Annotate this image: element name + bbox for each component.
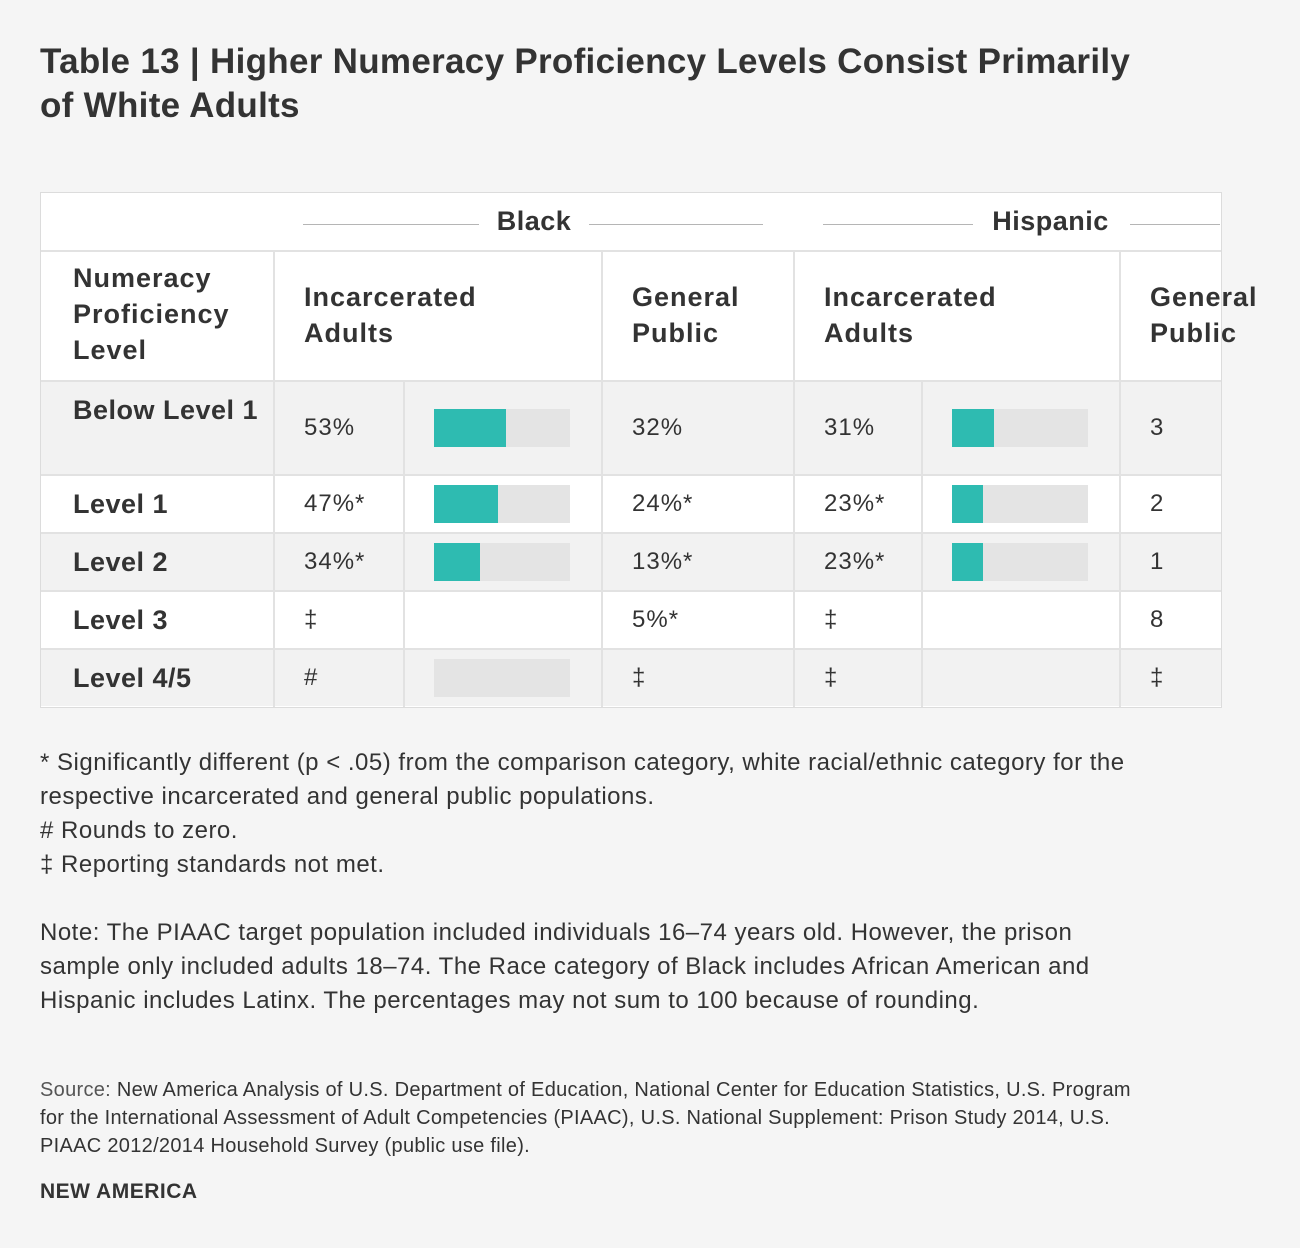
bar-track: [952, 485, 1088, 523]
row-label: Level 4/5: [73, 663, 192, 693]
bar-track: [434, 409, 570, 447]
table-cell-value: 24%*: [632, 490, 694, 517]
table-cell-value: 5%*: [632, 606, 680, 633]
table-cell-value: #: [304, 664, 319, 691]
black-group-rule-right: [589, 224, 763, 225]
row-header-label: Numeracy Proficiency Level: [73, 263, 230, 365]
group-label-black: Black: [496, 206, 572, 236]
table-clip: [40, 192, 1258, 708]
table-cell-value: 32%: [632, 414, 684, 441]
bar-fill: [434, 409, 506, 447]
column-divider: [793, 250, 795, 707]
bar-track: [434, 485, 570, 523]
bar-track: [952, 543, 1088, 581]
table-cell-value: ‡: [824, 606, 839, 633]
table-cell-value: 2: [1150, 490, 1165, 517]
row-divider: [41, 532, 1221, 534]
table-cell-value: 53%: [304, 414, 356, 441]
hispanic-group-rule-right: [1130, 224, 1220, 225]
bar-column-divider: [403, 380, 405, 707]
table-cell-value: 47%*: [304, 490, 366, 517]
row-divider: [41, 474, 1221, 476]
footnotes: [40, 746, 1150, 882]
bar-track: [434, 659, 570, 697]
column-divider: [1119, 250, 1121, 707]
table-cell-value: ‡: [304, 606, 319, 633]
table-cell-value: ‡: [1150, 664, 1165, 691]
table-cell-value: 23%*: [824, 490, 886, 517]
source-label: Source:: [40, 1079, 112, 1101]
table-cell-value: 31%: [824, 414, 876, 441]
table-cell-value: 23%*: [824, 548, 886, 575]
bar-column-divider: [921, 380, 923, 707]
column-divider: [601, 250, 603, 707]
table-cell-value: ‡: [824, 664, 839, 691]
bar-fill: [952, 543, 983, 581]
row-label: Level 2: [73, 547, 169, 577]
footnote-significance: * Significantly different (p < .05) from the comparison category, white racial/ethnic category for the respective incarcerated and general public populations.: [40, 749, 1125, 810]
column-header-black-incarcerated: Incarcerated Adults: [304, 282, 477, 348]
bar-fill: [434, 485, 498, 523]
bar-fill: [952, 485, 983, 523]
source-text: New America Analysis of U.S. Department of Education, National Center for Education Statistics, U.S. Program for the International Assessment of Adult Competencies (PIAAC), U.S. National Supplement: Prison Study 2014, U.S. PIAAC 2012/2014 Household Survey (public use file).: [40, 1079, 1131, 1157]
row-label: Level 3: [73, 605, 169, 635]
brand-logo-text: NEW AMERICA: [40, 1180, 198, 1203]
footnote-rounds-to-zero: # Rounds to zero.: [40, 817, 238, 844]
methodology-note: Note: The PIAAC target population included individuals 16–74 years old. However, the prison sample only included adults 18–74. The Race category of Black includes African American and Hispanic includes Latinx. The percentages may not sum to 100 because of rounding.: [40, 919, 1090, 1014]
row-label: Below Level 1: [73, 395, 259, 425]
column-header-hispanic-general: General Public: [1150, 282, 1258, 348]
table-cell-value: 13%*: [632, 548, 694, 575]
group-label-hispanic: Hispanic: [992, 206, 1109, 236]
table-cell-value: 3: [1150, 414, 1165, 441]
column-header-hispanic-incarcerated: Incarcerated Adults: [824, 282, 997, 348]
footnote-reporting-standards: ‡ Reporting standards not met.: [40, 851, 385, 878]
bar-fill: [952, 409, 994, 447]
data-table: [40, 192, 1258, 708]
row-label: Level 1: [73, 489, 169, 519]
hispanic-group-rule-left: [823, 224, 973, 225]
header-divider: [41, 250, 1221, 252]
row-divider: [41, 648, 1221, 650]
table-title: Table 13 | Higher Numeracy Proficiency Levels Consist Primarily of White Adults: [40, 42, 1131, 125]
column-divider: [273, 250, 275, 707]
table-cell-value: ‡: [632, 664, 647, 691]
table-cell-value: 1: [1150, 548, 1165, 575]
row-divider: [41, 590, 1221, 592]
black-group-rule-left: [303, 224, 479, 225]
source-citation: [40, 1076, 1150, 1160]
bar-track: [434, 543, 570, 581]
table-cell-value: 34%*: [304, 548, 366, 575]
bar-track: [952, 409, 1088, 447]
table-cell-value: 8: [1150, 606, 1165, 633]
column-header-black-general: General Public: [632, 282, 740, 348]
bar-fill: [434, 543, 480, 581]
